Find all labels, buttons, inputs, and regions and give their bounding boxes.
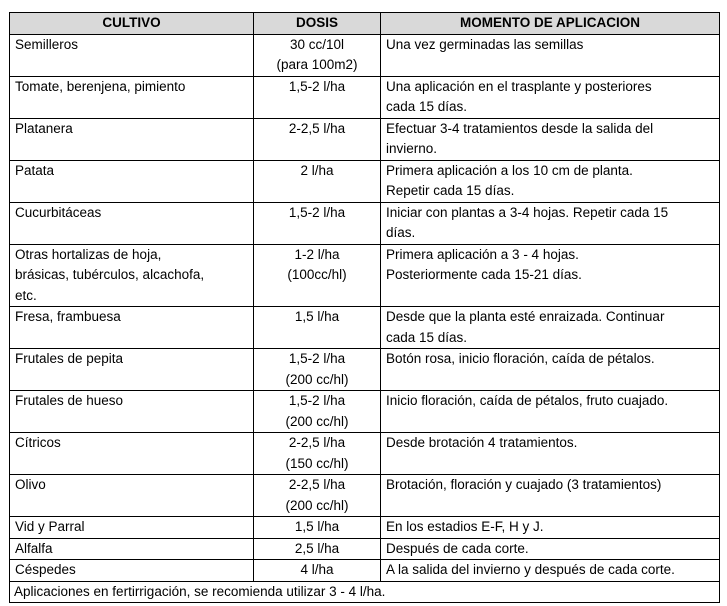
table-body xyxy=(10,34,720,581)
dose-cell xyxy=(254,160,381,202)
crop-cell xyxy=(10,517,254,539)
dose-cell-line: (150 cc/hl) xyxy=(285,455,349,471)
crop-cell-line: Céspedes xyxy=(15,562,76,577)
crop-cell xyxy=(10,307,254,349)
crop-cell-line: Fresa, frambuesa xyxy=(15,309,121,324)
timing-cell xyxy=(381,433,720,475)
timing-cell xyxy=(381,349,720,391)
timing-cell-line: A la salida del invierno y después de cada corte. xyxy=(386,562,675,577)
dose-cell-line: 1,5-2 l/ha xyxy=(288,393,346,408)
crop-cell-line: Olivo xyxy=(15,477,46,492)
dose-cell-line: (200 cc/hl) xyxy=(285,497,349,513)
timing-cell-line: Iniciar con plantas a 3-4 hojas. Repetir cada 15 xyxy=(386,204,669,220)
crop-cell-line: Otras hortalizas de hoja, xyxy=(15,246,162,262)
timing-cell xyxy=(381,118,720,160)
dose-cell-line: 1,5-2 l/ha xyxy=(288,78,346,94)
table-row xyxy=(10,433,720,475)
crop-cell-line: Cucurbitáceas xyxy=(15,204,102,220)
dose-cell-line: 1,5 l/ha xyxy=(294,519,340,534)
dose-cell xyxy=(254,560,381,582)
table-row xyxy=(10,560,720,582)
dose-cell-line: 1,5-2 l/ha xyxy=(288,204,346,220)
timing-cell xyxy=(381,475,720,517)
timing-cell-line: Efectuar 3-4 tratamientos desde la salida del xyxy=(386,120,654,136)
timing-cell-line: Posteriormente cada 15-21 días. xyxy=(386,267,582,282)
timing-cell-line: cada 15 días. xyxy=(386,99,468,114)
crop-cell xyxy=(10,433,254,475)
dose-cell xyxy=(254,538,381,560)
dose-cell-line: 2 l/ha xyxy=(300,162,334,178)
table-row xyxy=(10,475,720,517)
dose-cell xyxy=(254,391,381,433)
header-row xyxy=(10,13,720,35)
table-row xyxy=(10,538,720,560)
timing-cell xyxy=(381,560,720,582)
timing-cell-line: Primera aplicación a los 10 cm de planta. xyxy=(386,162,633,178)
crop-cell-line: Platanera xyxy=(15,120,73,136)
timing-cell-line: Después de cada corte. xyxy=(386,540,529,556)
timing-cell xyxy=(381,391,720,433)
crop-cell-line: Semilleros xyxy=(15,36,79,52)
timing-cell-line: Repetir cada 15 días. xyxy=(386,183,515,198)
dose-cell xyxy=(254,475,381,517)
dose-cell-line: 30 cc/10l xyxy=(289,36,345,52)
timing-cell xyxy=(381,160,720,202)
dose-cell-line: (200 cc/hl) xyxy=(285,371,349,387)
crop-cell xyxy=(10,76,254,118)
dose-cell-line: 1,5-2 l/ha xyxy=(288,351,346,366)
timing-cell-line: Una vez germinadas las semillas xyxy=(386,36,584,52)
timing-cell xyxy=(381,244,720,307)
table-row xyxy=(10,202,720,244)
footnote: Aplicaciones en fertirrigación, se recomienda utilizar 3 - 4 l/ha. xyxy=(10,581,720,603)
table-row xyxy=(10,349,720,391)
crop-cell xyxy=(10,118,254,160)
timing-cell xyxy=(381,538,720,560)
footnote-row xyxy=(10,581,720,603)
crop-cell xyxy=(10,475,254,517)
dose-cell xyxy=(254,76,381,118)
timing-cell xyxy=(381,76,720,118)
table-row xyxy=(10,391,720,433)
timing-cell-line: días. xyxy=(386,225,416,240)
crop-cell-line: Cítricos xyxy=(15,435,61,450)
dose-cell xyxy=(254,202,381,244)
crop-cell-line: Alfalfa xyxy=(15,540,53,556)
dose-cell-line: (para 100m2) xyxy=(276,57,358,72)
table-row xyxy=(10,160,720,202)
dose-cell-line: 1,5 l/ha xyxy=(294,309,340,324)
dose-cell xyxy=(254,244,381,307)
timing-cell-line: En los estadios E-F, H y J. xyxy=(386,519,544,534)
table-row xyxy=(10,517,720,539)
timing-cell-line: Una aplicación en el trasplante y posteriores xyxy=(386,78,652,94)
header-crop: CULTIVO xyxy=(10,13,254,35)
dose-cell-line: 2-2,5 l/ha xyxy=(288,435,346,450)
timing-cell xyxy=(381,34,720,76)
timing-cell-line: Botón rosa, inicio floración, caída de pétalos. xyxy=(386,351,655,366)
crop-cell xyxy=(10,538,254,560)
table-row xyxy=(10,76,720,118)
dose-cell-line: (200 cc/hl) xyxy=(285,413,349,429)
dose-cell-line: 4 l/ha xyxy=(300,562,334,577)
dose-cell xyxy=(254,118,381,160)
dose-cell-line: 2-2,5 l/ha xyxy=(288,120,346,136)
dose-cell-line: 2-2,5 l/ha xyxy=(288,477,346,492)
crop-cell-line: Frutales de pepita xyxy=(15,351,124,366)
timing-cell-line: invierno. xyxy=(386,141,438,156)
crop-cell xyxy=(10,349,254,391)
timing-cell xyxy=(381,202,720,244)
timing-cell-line: Inicio floración, caída de pétalos, fruto cuajado. xyxy=(386,393,669,408)
timing-cell-line: Brotación, floración y cuajado (3 tratamientos) xyxy=(386,477,662,492)
crop-cell xyxy=(10,391,254,433)
crop-cell xyxy=(10,244,254,307)
dose-cell xyxy=(254,349,381,391)
dose-cell xyxy=(254,307,381,349)
table-row xyxy=(10,34,720,76)
timing-cell xyxy=(381,307,720,349)
timing-cell-line: Desde que la planta esté enraizada. Continuar xyxy=(386,309,665,324)
table-row xyxy=(10,118,720,160)
dose-cell-line: 2,5 l/ha xyxy=(294,540,340,556)
header-dose: DOSIS xyxy=(254,13,381,35)
crop-cell xyxy=(10,560,254,582)
crop-cell-line: Vid y Parral xyxy=(15,519,85,534)
crop-cell-line: brásicas, tubérculos, alcachofa, xyxy=(15,267,205,282)
dose-cell xyxy=(254,34,381,76)
crop-cell xyxy=(10,202,254,244)
crop-cell xyxy=(10,160,254,202)
timing-cell xyxy=(381,517,720,539)
crop-cell-line: etc. xyxy=(15,287,37,303)
dose-cell-line: 1-2 l/ha xyxy=(294,246,340,262)
dose-cell xyxy=(254,433,381,475)
crop-cell xyxy=(10,34,254,76)
dose-cell-line: (100cc/hl) xyxy=(287,267,347,282)
table-row xyxy=(10,307,720,349)
table-row xyxy=(10,244,720,307)
timing-cell-line: Desde brotación 4 tratamientos. xyxy=(386,435,578,450)
header-timing: MOMENTO DE APLICACION xyxy=(381,13,720,35)
timing-cell-line: cada 15 días. xyxy=(386,329,468,345)
timing-cell-line: Primera aplicación a 3 - 4 hojas. xyxy=(386,246,579,262)
crop-cell-line: Frutales de hueso xyxy=(15,393,124,408)
dose-cell xyxy=(254,517,381,539)
crop-cell-line: Tomate, berenjena, pimiento xyxy=(15,78,186,94)
dosage-table xyxy=(9,12,720,603)
crop-cell-line: Patata xyxy=(15,162,55,178)
